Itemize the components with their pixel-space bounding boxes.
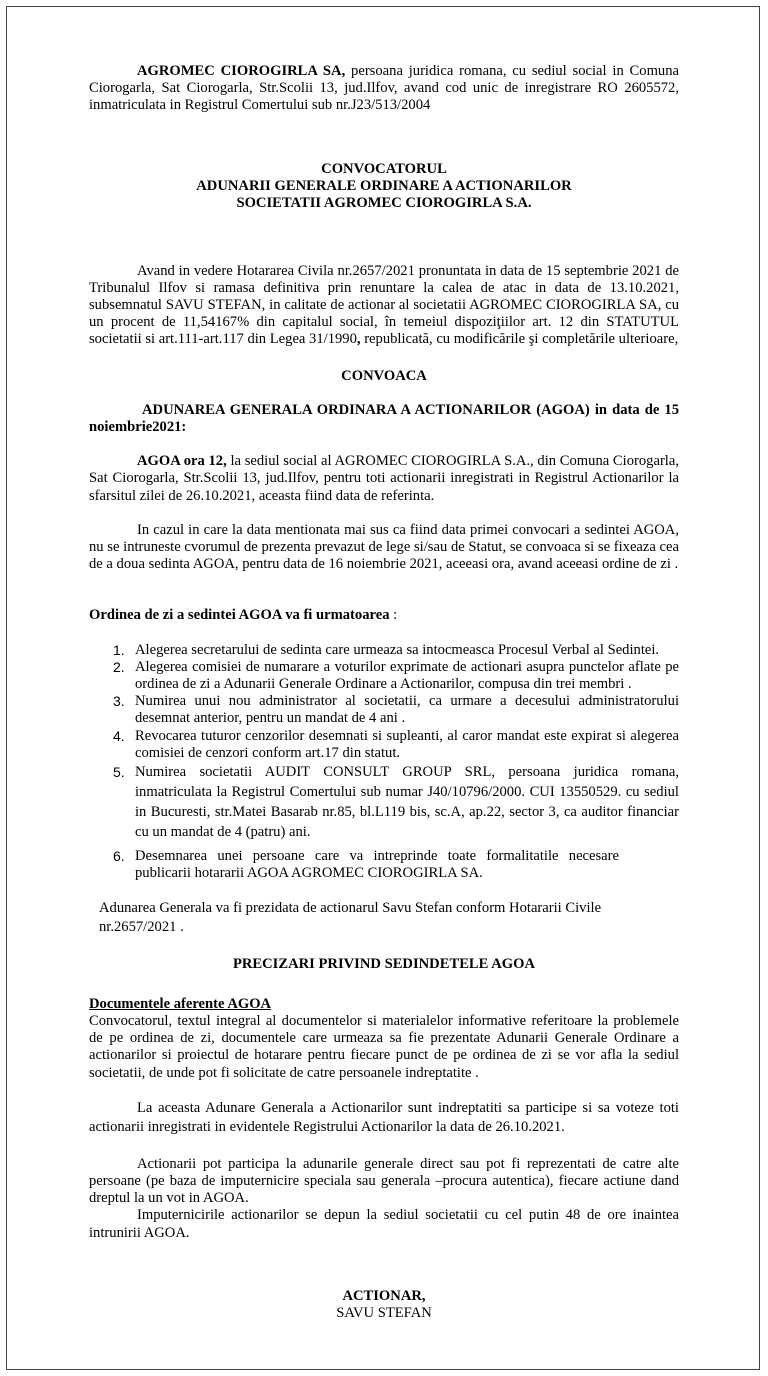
agenda-item — [113, 642, 679, 659]
document-title — [89, 161, 679, 212]
agenda-item-text: Numirea unui nou administrator al societatii, ca urmare a decesului administratorului desemnat anterior, pentru un mandat de 4 ani . — [135, 693, 679, 727]
documents-heading — [89, 996, 679, 1013]
agenda-item-number: 5. — [113, 764, 125, 781]
agenda-item-text: Numirea societatii AUDIT CONSULT GROUP SRL, persoana juridica romana, inmatriculata la Registrul Comertului sub numar J40/10796/2000. CUI 13550529. cu sediul in Bucuresti, str.Matei Basarab nr.85, bl.L119 bis, sc.A, ap.22, sector 3, ca auditor financiar cu un mandat de 4 (patru) ani. — [135, 764, 679, 841]
signature-name: SAVU STEFAN — [336, 1304, 432, 1321]
agenda-heading-colon: : — [389, 607, 398, 624]
agenda-list — [113, 642, 679, 883]
documents-heading-text: Documentele aferente AGOA — [89, 995, 272, 1012]
agenda-item-number: 1. — [113, 641, 125, 658]
agenda-item-text: Revocarea tuturor cenzorilor desemnati si supleanti, al caror mandat este expirat si alegerea comisiei de cenzori conform art.17 din statut. — [135, 727, 679, 761]
participation-paragraph: Actionarii pot participa la adunarile generale direct sau pot fi reprezentati de catre alte persoane (pe baza de imputernicire speciala sau generala –procura autentica), fiecare actiune dand dreptul la un vot in AGOA. — [89, 1155, 679, 1207]
preamble-bold-comma: , — [356, 331, 361, 348]
convoaca-text: CONVOACA — [341, 367, 427, 384]
intro-text: persoana juridica romana, cu sediul social in Comuna Ciorogarla, Sat Ciorogarla, Str.Scolii 13, jud.Ilfov, avand cod unic de inregistrare RO 2605572, inmatriculata in Registrul Comertului sub nr.J23/513/2004 — [89, 63, 679, 114]
agoa-heading — [89, 402, 679, 436]
agenda-item — [113, 848, 679, 882]
title-line-1: CONVOCATORUL — [321, 160, 447, 177]
preamble-paragraph — [89, 263, 679, 349]
precizari-text: PRECIZARI PRIVIND SEDINDETELE AGOA — [232, 956, 536, 973]
meeting-time: AGOA ora 12, — [137, 453, 227, 470]
preamble-text: Avand in vedere Hotararea Civila nr.2657/2021 pronuntata in data de 15 septembrie 2021 de Tribunalul Ilfov si ramasa definitiva prin renuntare la calea de atac in data de 13.10.2021, subsemnatul SAVU STEFAN, in calitate de actionar al societatii AGROMEC CIOROGIRLA SA, cu un procent de 11,54167% din capitalul social, în temeiul dispoziţiilor art. 12 din STATUTUL societatii si art.111-art.117 din Legea 31/1990 — [89, 262, 679, 348]
title-line-2: ADUNARII GENERALE ORDINARE A ACTIONARILOR — [196, 177, 572, 194]
agenda-heading-text: Ordinea de zi a sedintei AGOA va fi urmatoarea — [89, 607, 390, 624]
presided-paragraph — [89, 899, 679, 937]
convoaca-heading — [89, 368, 679, 385]
agenda-heading — [89, 607, 679, 624]
agenda-item-text: Alegerea secretarului de sedinta care urmeaza sa intocmeasca Procesul Verbal al Sedintei. — [135, 641, 660, 658]
second-call-paragraph: In cazul in care la data mentionata mai sus ca fiind data primei convocari a sedintei AGOA, nu se intruneste cvorumul de prezenta prevazut de lege si/sau de Statut, se convoaca si se fixeaza cea de a doua sedinta AGOA, pentru data de 16 noiembrie 2021, aceeasi ora, avand aceeasi ordine de zi . — [89, 521, 679, 573]
preamble-tail: republicată, cu modificările şi completările ulterioare, — [360, 331, 679, 348]
document-body — [89, 63, 679, 1322]
documents-paragraph: Convocatorul, textul integral al documentelor si materialelor informative referitoare la problemele de pe ordinea de zi, documentele care urmeaza sa fie prezentate Adunarii Generale Ordinare a actionarilor si proiectul de hotarare pentru fiecare punct de pe ordinea de zi se vor afla la sediul societatii, de unde pot fi solicitate de catre persoanele indreptatite . — [89, 1012, 679, 1081]
agoa-heading-text: ADUNAREA GENERALA ORDINARA A ACTIONARILOR (AGOA) in data de 15 noiembrie2021: — [89, 401, 679, 436]
entitled-paragraph: La aceasta Adunare Generala a Actionarilor sunt indreptatiti sa participe si sa voteze toti actionarii inregistrati in evidentele Registrului Actionarilor la data de 26.10.2021. — [89, 1099, 679, 1135]
agenda-item-text: Alegerea comisiei de numarare a voturilor exprimate de actionari asupra punctelor aflate pe ordinea de zi a Adunarii Generale Ordinare a Actionarilor, compusa din trei membri . — [135, 658, 679, 693]
agenda-item-number: 6. — [113, 848, 125, 865]
signature-role-text: ACTIONAR, — [342, 1287, 426, 1304]
agenda-item-number: 2. — [113, 658, 125, 675]
agenda-item — [113, 762, 679, 842]
meeting-paragraph — [89, 453, 679, 505]
agenda-item — [113, 728, 679, 762]
title-line-3: SOCIETATII AGROMEC CIOROGIRLA S.A. — [236, 194, 532, 211]
agenda-item-text: Desemnarea unei persoane care va intreprinde toate formalitatile necesare publicarii hotararii AGOA AGROMEC CIOROGIRLA SA. — [135, 848, 619, 882]
agenda-item-number: 4. — [113, 727, 125, 744]
meeting-text: la sediul social al AGROMEC CIOROGIRLA S.A., din Comuna Ciorogarla, Sat Ciorogarla, Str.Scolii 13, jud.Ilfov, pentru toti actionarii inregistrati in Registrul Actionarilor la sfarsitul zilei de 26.10.2021, aceasta fiind data de referinta. — [89, 453, 679, 504]
precizari-heading — [89, 956, 679, 973]
company-name: AGROMEC CIOROGIRLA SA, — [137, 63, 346, 79]
intro-paragraph — [89, 63, 679, 115]
signature-block — [89, 1288, 679, 1322]
agenda-item-number: 3. — [113, 693, 125, 710]
presided-text: Adunarea Generala va fi prezidata de actionarul Savu Stefan conform Hotararii Civile nr.2657/2021 . — [99, 900, 602, 936]
agenda-item — [113, 693, 679, 727]
proxies-paragraph: Imputernicirile actionarilor se depun la sediul societatii cu cel putin 48 de ore inaintea intrunirii AGOA. — [89, 1207, 679, 1241]
agenda-item — [113, 659, 679, 693]
signature-role — [89, 1288, 679, 1305]
